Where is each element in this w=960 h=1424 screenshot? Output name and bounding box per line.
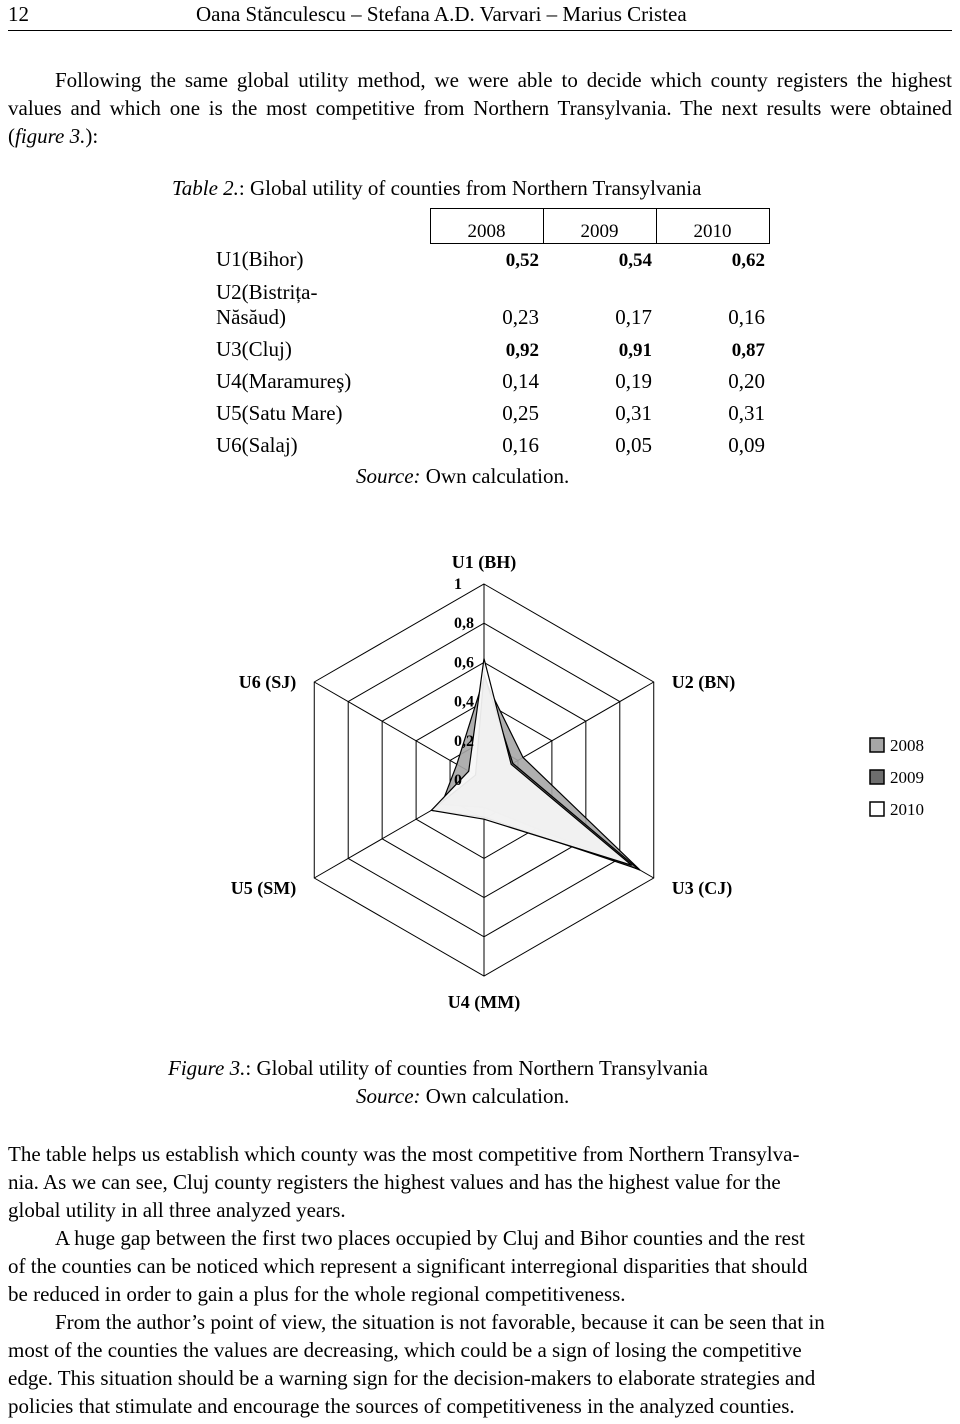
radar-chart <box>0 552 960 1040</box>
page-number: 12 <box>8 2 29 26</box>
legend-swatch <box>870 738 884 752</box>
table-header-row <box>212 209 769 244</box>
table-cell: 0,17 <box>615 304 652 329</box>
row-label: U4(Maramureş) <box>216 368 352 393</box>
text-line: global utility in all three analyzed years. <box>8 1198 346 1222</box>
paragraph-3 <box>8 1308 952 1420</box>
table-cell: 0,87 <box>731 339 765 361</box>
text-line: be reduced in order to gain a plus for the whole regional competitiveness. <box>8 1282 626 1306</box>
figure-label: Figure 3. <box>168 1056 246 1080</box>
category-label: U4 (MM) <box>447 992 521 1012</box>
table-row <box>212 398 769 430</box>
running-head-authors: Oana Stănculescu – Stefana A.D. Varvari – Marius Cristea <box>196 2 687 26</box>
table-cell: 0,16 <box>502 432 539 457</box>
row-label-line2: Năsăud) <box>216 304 286 329</box>
table-cell: 0,05 <box>615 432 652 457</box>
legend-swatch <box>870 802 884 816</box>
table-cell: 0,91 <box>618 339 652 361</box>
table-source <box>356 464 569 489</box>
table-cell: 0,54 <box>618 249 652 271</box>
tick-label: 0,4 <box>454 693 474 711</box>
table-row <box>212 244 769 276</box>
text-line: A huge gap between the first two places occupied by Cluj and Bihor counties and the rest <box>55 1226 805 1250</box>
source-text: Own calculation. <box>420 464 570 488</box>
text-line: edge. This situation should be a warning sign for the decision-makers to elaborate strategies and <box>8 1366 816 1390</box>
table-title: : Global utility of counties from Northern Transylvania <box>238 176 702 200</box>
paragraph-2 <box>8 1224 952 1308</box>
category-label: U2 (BN) <box>671 672 736 692</box>
figure-source <box>356 1084 569 1109</box>
table-cell: 0,52 <box>505 249 539 271</box>
text-line: policies that stimulate and encourage the sources of competitiveness in the analyzed counties. <box>8 1394 795 1418</box>
legend-label: 2009 <box>890 768 924 787</box>
table-cell: 0,23 <box>502 304 539 329</box>
table-row <box>212 276 769 334</box>
row-label-line1: U2(Bistrița- <box>216 279 318 304</box>
table-cell: 0,31 <box>615 400 652 425</box>
figure-caption <box>168 1056 708 1081</box>
table-cell: 0,09 <box>728 432 765 457</box>
legend-label: 2008 <box>890 736 924 755</box>
text-line: From the author’s point of view, the situation is not favorable, because it can be seen that in <box>55 1310 825 1334</box>
column-header: 2010 <box>656 209 769 244</box>
legend-label: 2010 <box>890 800 924 819</box>
radar-chart-svg <box>0 552 960 1040</box>
global-utility-table <box>212 208 770 462</box>
text-line: The table helps us establish which county was the most competitive from Northern Transylva- <box>8 1142 800 1166</box>
source-label: Source: <box>356 1084 421 1108</box>
intro-text-before: Following the same global utility method, we were able to decide which county registers the highest values and which one is the most competitive from Northern Transylvania. The next results were obtained ( <box>8 68 952 148</box>
figure-title: : Global utility of counties from Northern Transylvania <box>245 1056 708 1080</box>
table-cell: 0,92 <box>505 339 539 361</box>
source-text: Own calculation. <box>420 1084 570 1108</box>
text-line: most of the counties the values are decreasing, which could be a sign of losing the competitive <box>8 1338 802 1362</box>
intro-paragraph <box>8 66 952 150</box>
legend-swatch <box>870 770 884 784</box>
page-header <box>8 0 952 30</box>
table-row <box>212 334 769 366</box>
category-label: U3 (CJ) <box>671 878 733 898</box>
table-caption <box>172 176 701 201</box>
table-label: Table 2. <box>172 176 239 200</box>
table-cell: 0,20 <box>728 368 765 393</box>
text-line: nia. As we can see, Cluj county registers the highest values and has the highest value for the <box>8 1170 781 1194</box>
table-corner-cell <box>212 209 430 244</box>
row-label <box>212 276 430 334</box>
column-header: 2009 <box>543 209 656 244</box>
source-label: Source: <box>356 464 421 488</box>
row-label: U5(Satu Mare) <box>216 400 343 425</box>
header-rule <box>8 30 952 31</box>
tick-label: 0,8 <box>454 615 474 633</box>
table-cell: 0,19 <box>615 368 652 393</box>
table-cell: 0,25 <box>502 400 539 425</box>
category-label: U6 (SJ) <box>238 672 297 692</box>
intro-text-after: ): <box>85 124 99 148</box>
category-label: U5 (SM) <box>230 878 297 898</box>
category-label: U1 (BH) <box>451 552 517 572</box>
table-row <box>212 366 769 398</box>
table-cell: 0,14 <box>502 368 539 393</box>
column-header: 2008 <box>430 209 543 244</box>
table-row <box>212 430 769 462</box>
text-line: of the counties can be noticed which represent a significant interregional disparities that should <box>8 1254 808 1278</box>
body-text <box>8 1140 952 1420</box>
tick-label: 1 <box>454 576 462 593</box>
figure-reference: figure 3. <box>15 124 86 148</box>
tick-label: 0,6 <box>454 654 474 672</box>
row-label: U3(Cluj) <box>216 336 292 361</box>
paragraph-1 <box>8 1140 952 1224</box>
row-label: U1(Bihor) <box>216 246 304 271</box>
tick-label: 0,2 <box>454 732 474 750</box>
table-cell: 0,62 <box>731 249 765 271</box>
table-cell: 0,16 <box>728 304 765 329</box>
table-cell: 0,31 <box>728 400 765 425</box>
row-label: U6(Salaj) <box>216 432 298 457</box>
tick-label: 0 <box>454 772 462 789</box>
